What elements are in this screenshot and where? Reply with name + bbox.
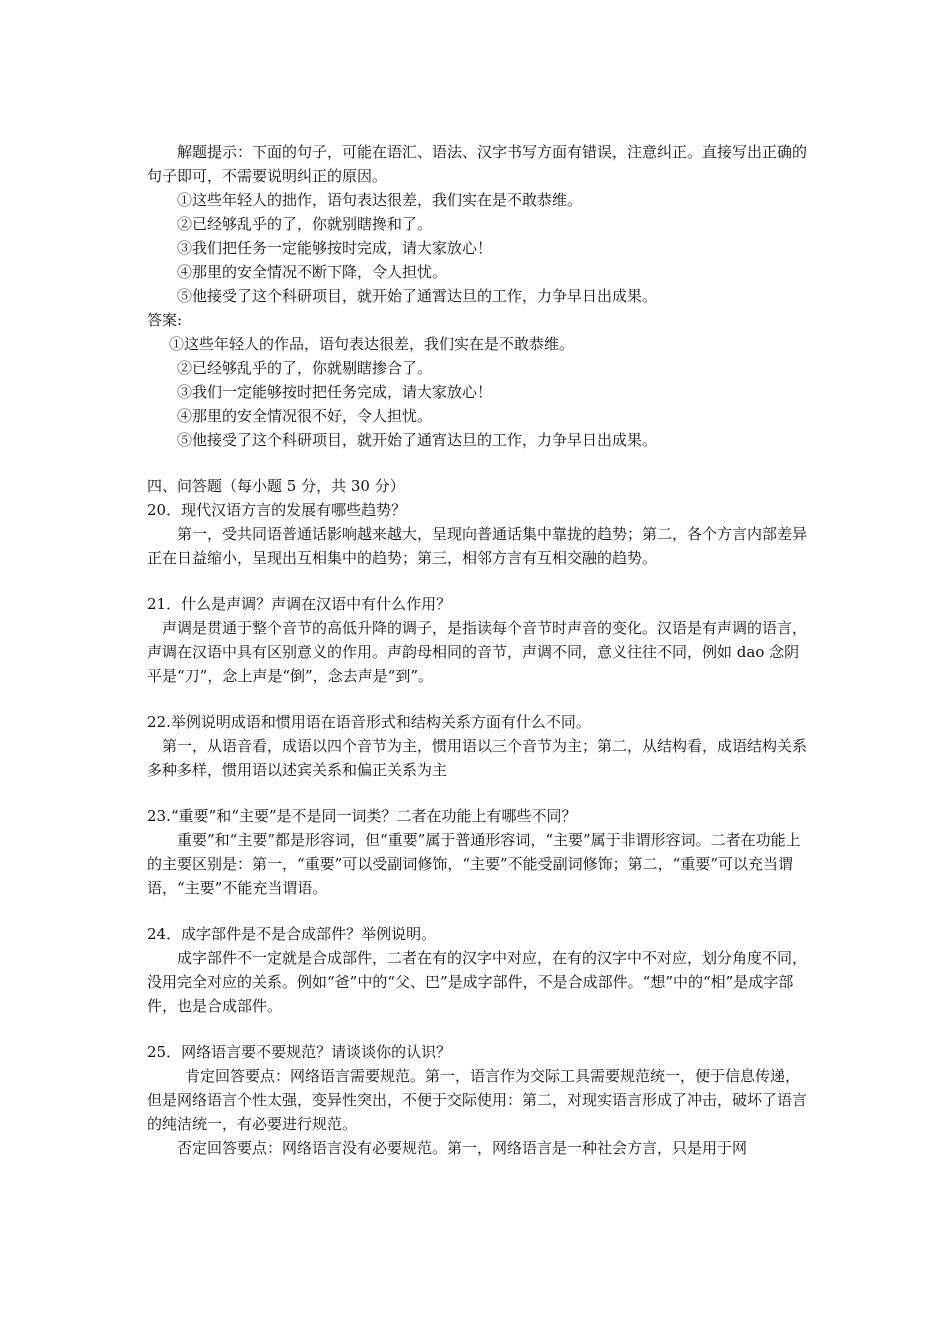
question-25: 25．网络语言要不要规范？请谈谈你的认识？ (147, 1043, 452, 1061)
spacer (147, 452, 807, 474)
spacer (147, 688, 807, 710)
answer-24: 成字部件不一定就是合成部件，二者在有的汉字中对应，在有的汉字中不对应，划分角度不同，没用完全对应的关系。例如“爸”中的“父、巴”是成字部件，不是合成部件。“想”中的“相”是成字部件，也是合成部件。 (147, 949, 808, 1015)
answer-label: 答案: (147, 311, 183, 329)
question-item-2: ②已经够乱乎的了，你就别瞎搀和了。 (177, 215, 433, 233)
hint-paragraph: 解题提示：下面的句子，可能在语汇、语法、汉字书写方面有错误，注意纠正。直接写出正确的句子即可，不需要说明纠正的原因。 (147, 143, 808, 185)
document-body (147, 140, 807, 1160)
question-22: 22.举例说明成语和惯用语在语音形式和结构关系方面有什么不同。 (147, 713, 591, 731)
question-21: 21．什么是声调？声调在汉语中有什么作用？ (147, 595, 452, 613)
spacer (147, 570, 807, 592)
answer-22: 第一，从语音看，成语以四个音节为主，惯用语以三个音节为主；第二，从结构看，成语结构关系多种多样，惯用语以述宾关系和偏正关系为主 (147, 737, 808, 779)
section-4-title: 四、问答题（每小题 5 分，共 30 分） (147, 477, 405, 495)
answer-item-1: ①这些年轻人的作品，语句表达很差，我们实在是不敢恭维。 (169, 335, 575, 353)
answer-23: 重要”和“主要”都是形容词，但“重要”属于普通形容词，“主要”属于非谓形容词。二者在功能上的主要区别是：第一，“重要”可以受副词修饰，“主要”不能受副词修饰；第二，“重要”可以充当谓语，“主要”不能充当谓语。 (147, 831, 801, 897)
question-24: 24．成字部件是不是合成部件？举例说明。 (147, 925, 437, 943)
answer-item-3: ③我们一定能够按时把任务完成，请大家放心！ (177, 383, 493, 401)
spacer (147, 900, 807, 922)
answer-25-yes: 肯定回答要点：网络语言需要规范。第一，语言作为交际工具需要规范统一，便于信息传递，但是网络语言个性太强，变异性突出，不便于交际使用：第二，对现实语言形成了冲击，破坏了语言的纯洁统一，有必要进行规范。 (147, 1067, 808, 1133)
question-item-3: ③我们把任务一定能够按时完成，请大家放心！ (177, 239, 493, 257)
question-20: 20．现代汉语方言的发展有哪些趋势？ (147, 501, 407, 519)
spacer (147, 782, 807, 804)
answer-20: 第一，受共同语普通话影响越来越大，呈现向普通话集中靠拢的趋势；第二，各个方言内部差异正在日益缩小，呈现出互相集中的趋势；第三，相邻方言有互相交融的趋势。 (147, 525, 808, 567)
answer-item-4: ④那里的安全情况很不好，令人担忧。 (177, 407, 433, 425)
question-23: 23.“重要”和“主要”是不是同一词类？二者在功能上有哪些不同？ (147, 807, 577, 825)
question-item-4: ④那里的安全情况不断下降，令人担忧。 (177, 263, 448, 281)
question-item-1: ①这些年轻人的拙作，语句表达很差，我们实在是不敢恭维。 (177, 191, 583, 209)
answer-21: 声调是贯通于整个音节的高低升降的调子，是指读每个音节时声音的变化。汉语是有声调的语言，声调在汉语中具有区别意义的作用。声韵母相同的音节，声调不同，意义往往不同，例如 dao 念阴平是“刀”，念上声是“倒”，念去声是“到”。 (147, 619, 808, 685)
answer-item-2: ②已经够乱乎的了，你就剔瞎掺合了。 (177, 359, 433, 377)
answer-25-no: 否定回答要点：网络语言没有必要规范。第一，网络语言是一种社会方言，只是用于网 (177, 1139, 748, 1157)
answer-item-5: ⑤他接受了这个科研项目，就开始了通宵达旦的工作，力争早日出成果。 (177, 431, 658, 449)
question-item-5: ⑤他接受了这个科研项目，就开始了通霄达旦的工作，力争早日出成果。 (177, 287, 658, 305)
spacer (147, 1018, 807, 1040)
